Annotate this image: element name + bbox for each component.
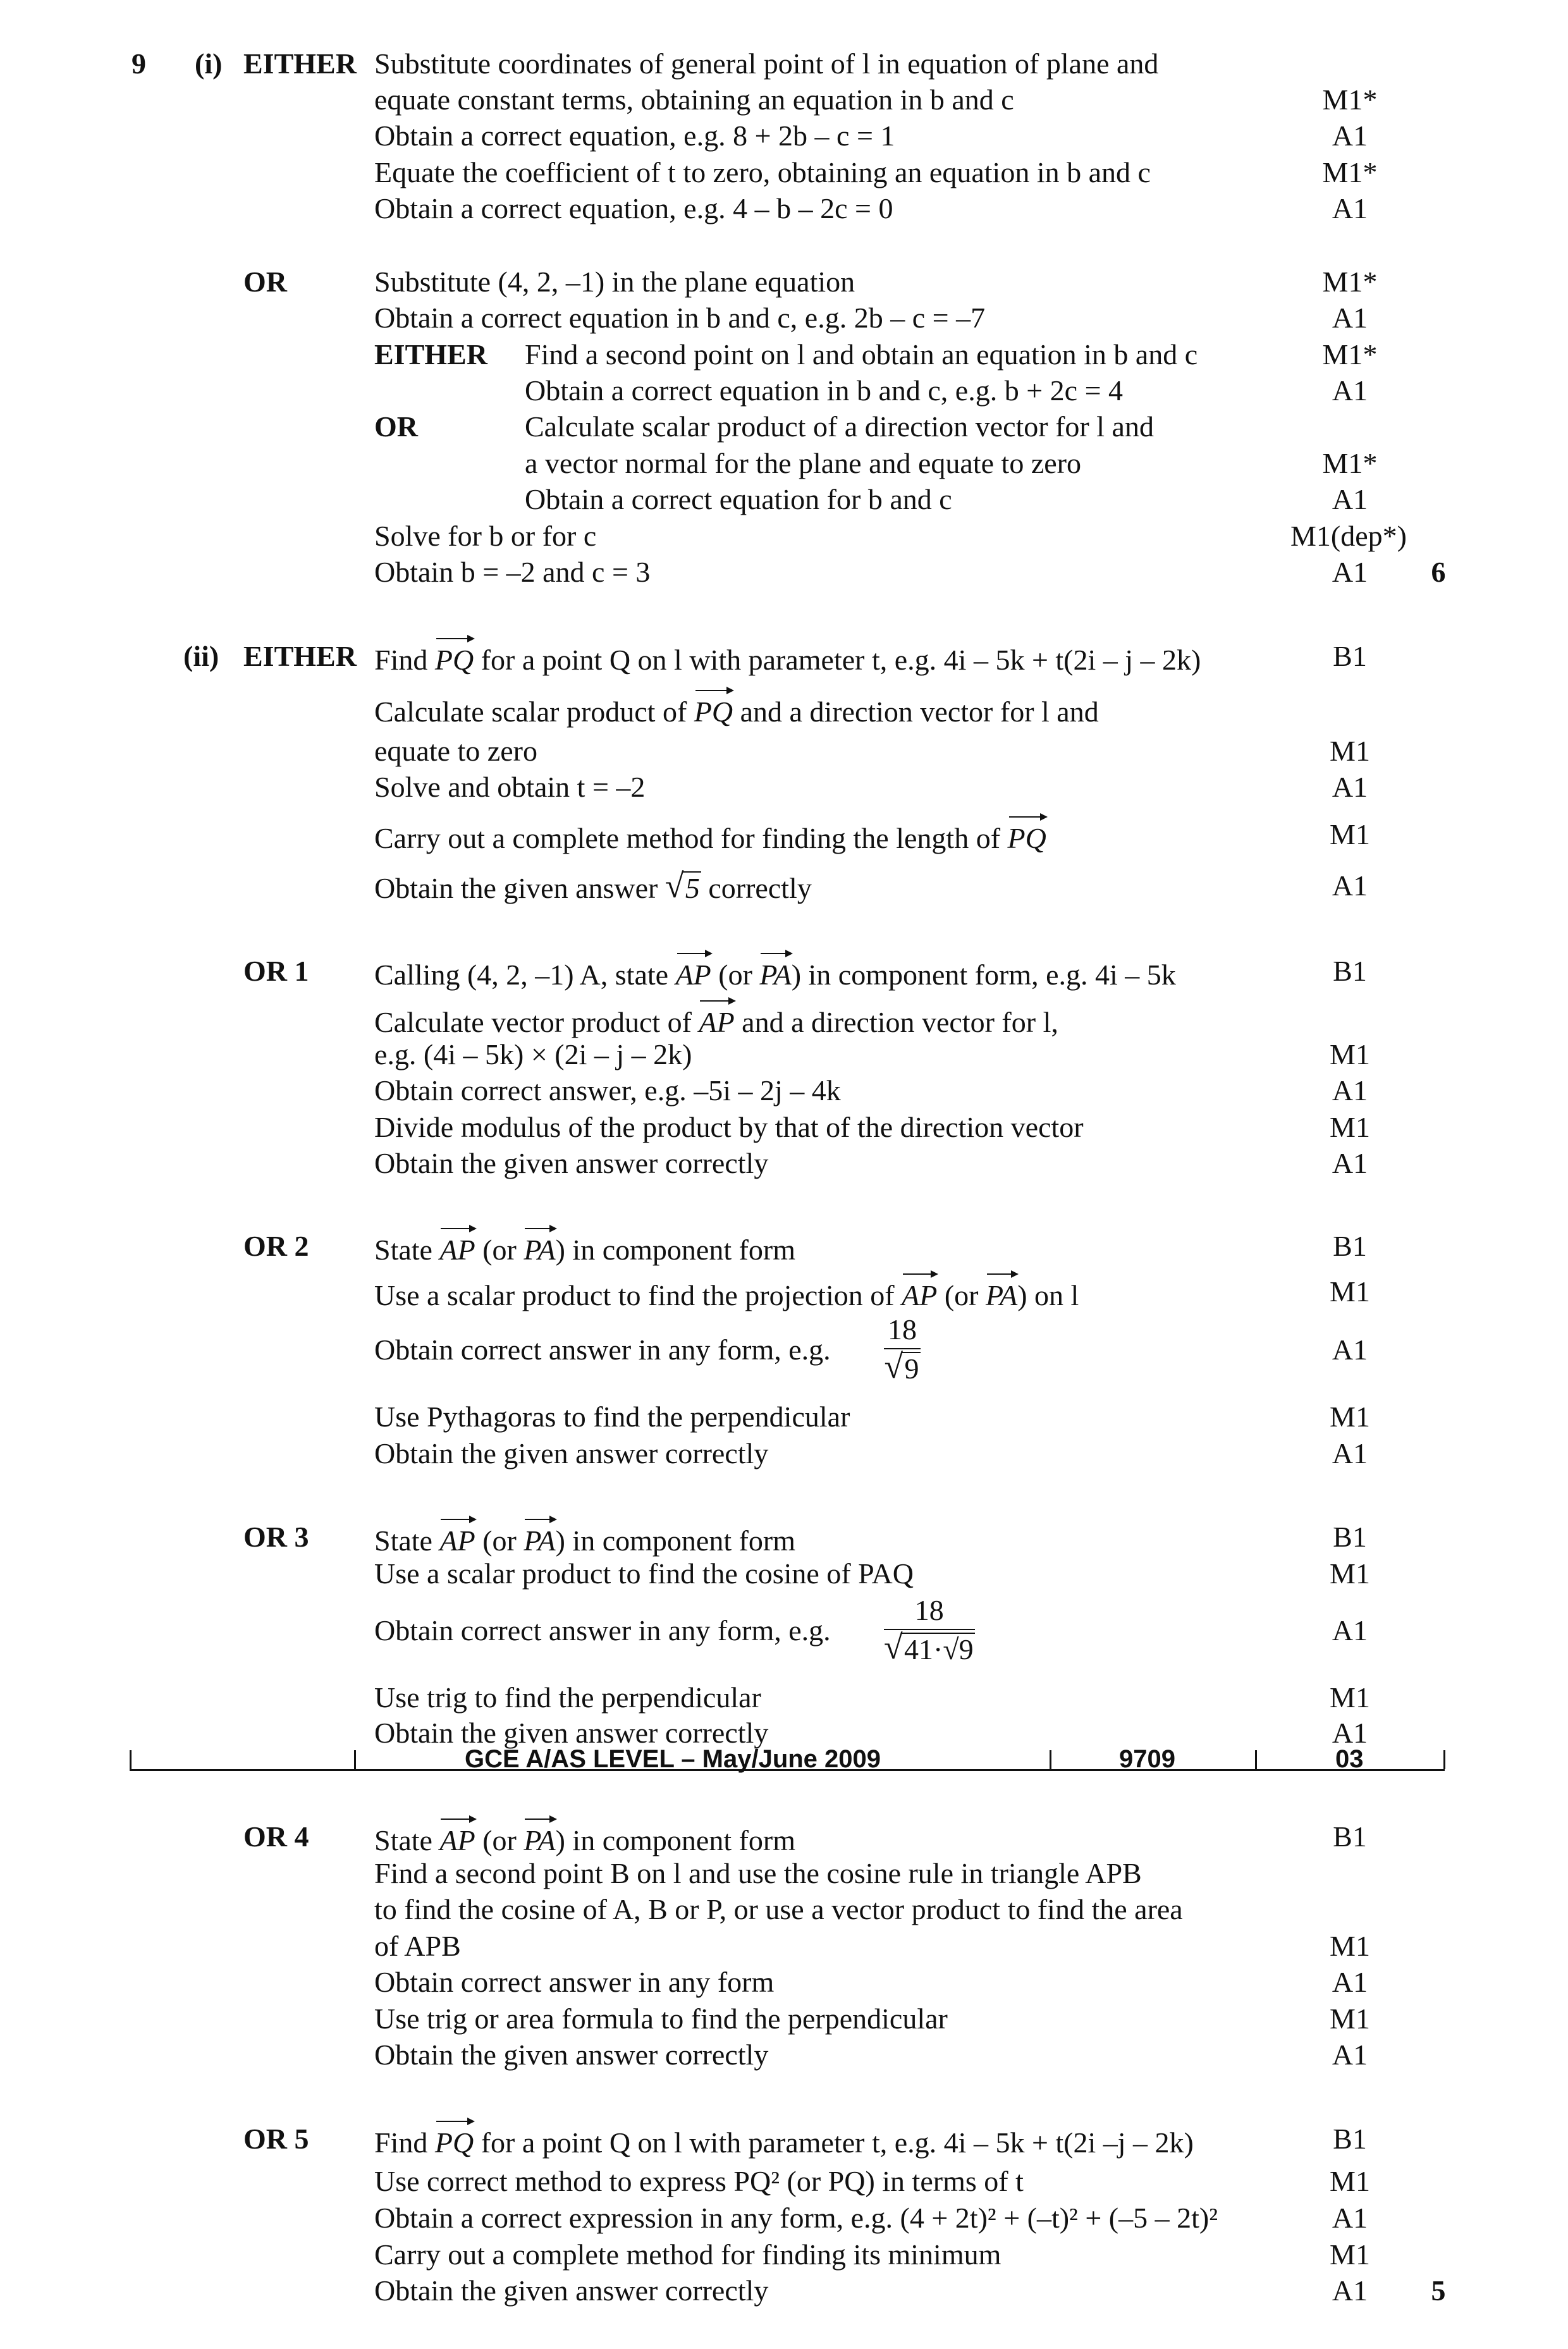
part-ii-either-line-1: [374, 642, 1201, 675]
radicand: 41·√9: [902, 1633, 975, 1664]
text: (or: [718, 959, 752, 991]
footer-divider: [1050, 1750, 1051, 1769]
or5-line-3: Obtain a correct expression in any form, e.g. (4 + 2t)² + (–t)² + (–5 – 2t)²: [374, 2202, 1218, 2234]
or2-line-2: [374, 1277, 1079, 1310]
or1-line-5: Divide modulus of the product by that of the direction vector: [374, 1111, 1084, 1143]
footer-divider: [354, 1750, 356, 1769]
mark: M1: [1330, 2238, 1370, 2271]
mark: M1(dep*): [1290, 520, 1407, 552]
vector-pa: PA: [524, 1523, 555, 1555]
part-ii-either-line-2: [374, 694, 1099, 727]
mark: M1: [1330, 818, 1370, 850]
text: ) in component form: [555, 1524, 796, 1557]
part-i-line-3: Obtain a correct equation, e.g. 8 + 2b – c = 1: [374, 120, 895, 152]
text: (or: [944, 1279, 979, 1311]
vector-ap: AP: [439, 1523, 475, 1555]
part-i-or-label: OR: [243, 266, 287, 298]
mark: A1: [1332, 302, 1368, 334]
text: (or: [482, 1824, 517, 1856]
radical-sign: √: [884, 1628, 903, 1666]
mark: M1*: [1322, 338, 1378, 371]
footer-divider: [1255, 1750, 1257, 1769]
or5-line-5: Obtain the given answer correctly: [374, 2274, 769, 2307]
vector-pq: PQ: [435, 2125, 474, 2157]
part-i-line-2: equate constant terms, obtaining an equation in b and c: [374, 83, 1014, 116]
mark: B1: [1333, 640, 1367, 672]
part-i-line-7: Obtain a correct equation in b and c, e.g. 2b – c = –7: [374, 302, 986, 334]
or4-label: OR 4: [243, 1820, 309, 1853]
part-i-line-1: Substitute coordinates of general point of l in equation of plane and: [374, 47, 1159, 80]
mark: A1: [1332, 1717, 1368, 1749]
vector-pa: PA: [986, 1277, 1017, 1310]
vector-ap: AP: [439, 1822, 475, 1855]
or4-line-5: Obtain correct answer in any form: [374, 1966, 775, 1998]
part-i-total: 6: [1431, 556, 1446, 588]
mark: B1: [1333, 1230, 1367, 1262]
numerator: 18: [884, 1596, 975, 1630]
numerator: 18: [884, 1315, 921, 1349]
or3-label: OR 3: [243, 1521, 309, 1553]
text: Use a scalar product to find the projection of: [374, 1279, 895, 1311]
part-i-line-9: Obtain a correct equation in b and c, e.g. b + 2c = 4: [525, 374, 1124, 407]
or3-line-3: Obtain correct answer in any form, e.g.: [374, 1614, 831, 1647]
mark: A1: [1332, 771, 1368, 803]
or4-line-3: to find the cosine of A, B or P, or use a vector product to find the area: [374, 1893, 1183, 1925]
text: ) in component form: [555, 1234, 796, 1266]
denominator: [884, 1630, 975, 1664]
mark: M1*: [1322, 447, 1378, 479]
mark: B1: [1333, 2123, 1367, 2155]
or4-line-1: [374, 1822, 795, 1855]
vector-ap: AP: [439, 1232, 475, 1265]
mark: B1: [1333, 1820, 1367, 1853]
part-ii-either-line-4: Solve and obtain t = –2: [374, 771, 646, 803]
or2-line-3: Obtain correct answer in any form, e.g.: [374, 1334, 831, 1366]
part-ii-label: (ii): [183, 640, 219, 672]
text: ) in component form: [555, 1824, 796, 1856]
mark: M1: [1330, 1557, 1370, 1590]
text: (or: [482, 1524, 517, 1557]
mark: A1: [1332, 1614, 1368, 1647]
footer-divider: [1443, 1750, 1445, 1769]
text: Calling (4, 2, –1) A, state: [374, 959, 669, 991]
mark: A1: [1332, 192, 1368, 224]
mark: M1: [1330, 1681, 1370, 1714]
part-i-line-8: Find a second point on l and obtain an equation in b and c: [525, 338, 1198, 371]
mark: M1: [1330, 1111, 1370, 1143]
vector-pq: PQ: [1008, 820, 1046, 853]
text: Obtain the given answer: [374, 872, 658, 904]
or5-line-1: [374, 2125, 1194, 2157]
fraction: [884, 1596, 975, 1664]
mark: A1: [1332, 1437, 1368, 1469]
mark: A1: [1332, 374, 1368, 407]
radical-sign: √: [884, 1347, 903, 1385]
mark: M1: [1330, 1401, 1370, 1433]
vector-pq: PQ: [694, 694, 733, 727]
vector-pa: PA: [759, 957, 791, 990]
text: for a point Q on l with parameter t, e.g. 4i – 5k + t(2i – j – 2k): [481, 644, 1201, 676]
or3-line-1: [374, 1523, 795, 1555]
mark: M1: [1330, 735, 1370, 767]
or1-line-3: e.g. (4i – 5k) × (2i – j – 2k): [374, 1038, 692, 1070]
text: Carry out a complete method for finding the length of: [374, 822, 1001, 854]
part-ii-total: 5: [1431, 2274, 1446, 2307]
or2-label: OR 2: [243, 1230, 309, 1262]
part-i-sub-or-label: OR: [374, 410, 418, 443]
part-ii-either-line-3: equate to zero: [374, 735, 537, 767]
part-ii-either-line-6: [374, 867, 812, 905]
text: ) on l: [1017, 1279, 1079, 1311]
footer-exam: GCE A/AS LEVEL – May/June 2009: [465, 1745, 881, 1773]
part-i-line-10: Calculate scalar product of a direction vector for l and: [525, 410, 1154, 443]
text: Find: [374, 644, 428, 676]
or1-label: OR 1: [243, 955, 309, 987]
mark: A1: [1332, 1966, 1368, 1998]
or3-line-4: Use trig to find the perpendicular: [374, 1681, 761, 1714]
mark: M1: [1330, 2165, 1370, 2197]
mark: M1: [1330, 1930, 1370, 1962]
part-i-either-label: EITHER: [243, 47, 357, 80]
mark: A1: [1332, 483, 1368, 515]
part-i-label: (i): [195, 47, 223, 80]
sqrt-expression: [884, 1347, 921, 1385]
or5-line-4: Carry out a complete method for finding its minimum: [374, 2238, 1001, 2271]
or4-line-7: Obtain the given answer correctly: [374, 2039, 769, 2071]
mark: A1: [1332, 120, 1368, 152]
mark: A1: [1332, 556, 1368, 588]
radicand: 9: [902, 1352, 921, 1383]
or2-line-1: [374, 1232, 795, 1265]
or2-line-5: Obtain the given answer correctly: [374, 1437, 769, 1469]
part-i-line-4: Equate the coefficient of t to zero, obtaining an equation in b and c: [374, 156, 1151, 188]
text: Calculate vector product of: [374, 1006, 692, 1038]
part-i-line-5: Obtain a correct equation, e.g. 4 – b – 2c = 0: [374, 192, 893, 224]
mark: M1: [1330, 2002, 1370, 2035]
text: State: [374, 1234, 432, 1266]
or4-line-6: Use trig or area formula to find the perpendicular: [374, 2002, 948, 2035]
footer-paper: 03: [1335, 1745, 1364, 1773]
part-i-line-13: Solve for b or for c: [374, 520, 597, 552]
mark: A1: [1332, 2202, 1368, 2234]
or5-label: OR 5: [243, 2123, 309, 2155]
vector-pa: PA: [524, 1232, 555, 1265]
fraction: [884, 1315, 921, 1383]
part-i-line-12: Obtain a correct equation for b and c: [525, 483, 952, 515]
footer-syllabus: 9709: [1119, 1745, 1175, 1773]
mark: M1*: [1322, 83, 1378, 116]
mark: A1: [1332, 1334, 1368, 1366]
text: State: [374, 1824, 432, 1856]
mark: B1: [1333, 955, 1367, 987]
or3-line-2: Use a scalar product to find the cosine of PAQ: [374, 1557, 914, 1590]
mark: B1: [1333, 1521, 1367, 1553]
vector-ap: AP: [699, 1004, 734, 1037]
text: correctly: [708, 872, 812, 904]
vector-pq: PQ: [435, 642, 474, 675]
text: and a direction vector for l and: [740, 696, 1099, 728]
mark: M1: [1330, 1038, 1370, 1070]
sqrt-expression: [884, 1628, 975, 1666]
radicand: 5: [683, 871, 701, 903]
text: Calculate scalar product of: [374, 696, 687, 728]
part-i-line-14: Obtain b = –2 and c = 3: [374, 556, 651, 588]
footer-divider: [130, 1750, 132, 1769]
vector-ap: AP: [676, 957, 711, 990]
or3-line-5: Obtain the given answer correctly: [374, 1717, 769, 1749]
part-i-line-11: a vector normal for the plane and equate to zero: [525, 447, 1081, 479]
part-ii-either-label: EITHER: [243, 640, 357, 672]
text: (or: [482, 1234, 517, 1266]
mark: A1: [1332, 2039, 1368, 2071]
denominator: [884, 1349, 921, 1383]
radical-sign: √: [665, 867, 684, 905]
mark: A1: [1332, 1147, 1368, 1179]
mark: A1: [1332, 869, 1368, 902]
mark: A1: [1332, 2274, 1368, 2307]
or4-line-2: Find a second point B on l and use the cosine rule in triangle APB: [374, 1857, 1142, 1889]
text: and a direction vector for l,: [742, 1006, 1058, 1038]
text: State: [374, 1524, 432, 1557]
mark: M1*: [1322, 266, 1378, 298]
text: Find: [374, 2126, 428, 2159]
mark: M1: [1330, 1275, 1370, 1308]
text: ) in component form, e.g. 4i – 5k: [791, 959, 1176, 991]
text: for a point Q on l with parameter t, e.g. 4i – 5k + t(2i –j – 2k): [481, 2126, 1194, 2159]
or5-line-2: Use correct method to express PQ² (or PQ) in terms of t: [374, 2165, 1024, 2197]
mark: A1: [1332, 1074, 1368, 1107]
or1-line-2: [374, 1004, 1058, 1037]
or2-line-4: Use Pythagoras to find the perpendicular: [374, 1401, 850, 1433]
or1-line-6: Obtain the given answer correctly: [374, 1147, 769, 1179]
sqrt-expression: [665, 867, 701, 905]
part-ii-either-line-5: [374, 820, 1046, 853]
vector-ap: AP: [902, 1277, 937, 1310]
part-i-sub-either-label: EITHER: [374, 338, 487, 371]
vector-pa: PA: [524, 1822, 555, 1855]
or4-line-4: of APB: [374, 1930, 461, 1962]
part-i-line-6: Substitute (4, 2, –1) in the plane equation: [374, 266, 855, 298]
or1-line-4: Obtain correct answer, e.g. –5i – 2j – 4k: [374, 1074, 841, 1107]
or1-line-1: [374, 957, 1176, 990]
mark: M1*: [1322, 156, 1378, 188]
question-number: 9: [132, 47, 146, 80]
